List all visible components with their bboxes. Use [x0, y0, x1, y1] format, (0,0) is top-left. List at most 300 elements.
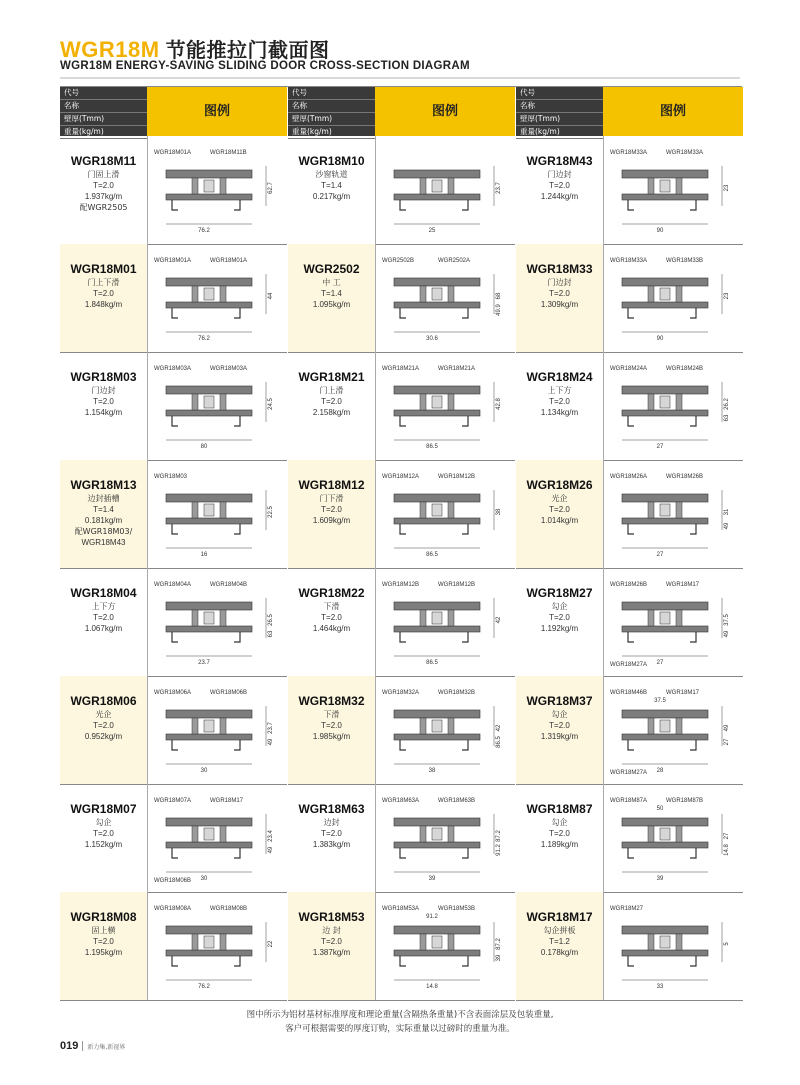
profile-bottom-flange [166, 734, 252, 740]
profile-legs [400, 308, 468, 318]
profile-row [288, 784, 515, 893]
dimension-value: 63 [724, 414, 730, 422]
profile-legs [172, 740, 240, 750]
profile-legs [628, 308, 696, 318]
dimension-value: 49 [268, 846, 274, 854]
profile-note: 配WGR2505 [79, 203, 128, 212]
profile-name: 门上下滑 [87, 278, 120, 287]
profile-weight: 2.158kg/m [312, 408, 351, 417]
footnote-line-2: 客户可根据需要的厚度订购，实际重量以过磅时的重量为准。 [285, 1024, 515, 1034]
part-label: WGR18M53B [438, 906, 476, 912]
profile-top-flange [166, 278, 252, 286]
dimension-value: 49 [724, 724, 730, 732]
profile-drawing [610, 150, 730, 234]
profile-row [288, 136, 515, 245]
dimension-value: 26.5 [268, 614, 274, 626]
part-label: WGR18M03A [154, 366, 192, 372]
profile-legs [400, 632, 468, 642]
profile-info [60, 892, 147, 1000]
profile-info [288, 892, 375, 1000]
profile-code: WGR18M11 [70, 154, 137, 168]
part-label: WGR18M04A [154, 582, 192, 588]
profile-info [60, 460, 147, 568]
profile-top-flange [166, 170, 252, 178]
profile-row [516, 352, 743, 461]
part-label: WGR18M07A [154, 798, 192, 804]
profile-weight: 1.152kg/m [84, 840, 123, 849]
profile-figure [375, 460, 516, 568]
profile-legs [628, 200, 696, 210]
profile-figure [603, 136, 744, 244]
profile-drawing [610, 690, 730, 776]
profile-info [60, 352, 147, 460]
profile-figure [603, 568, 744, 676]
profile-top-flange [166, 386, 252, 394]
thermal-break [660, 504, 670, 516]
profile-top-flange [166, 602, 252, 610]
profile-weight: 1.609kg/m [312, 516, 351, 525]
profile-bottom-flange [394, 950, 480, 956]
profile-thickness: T=2.0 [549, 613, 570, 622]
footer-divider [82, 1041, 83, 1051]
profile-web-right [220, 502, 226, 518]
profile-info [516, 784, 603, 892]
profile-thickness: T=1.4 [321, 289, 342, 298]
dimension-value: 25 [428, 228, 436, 234]
header-labels [516, 87, 603, 136]
profile-row [516, 676, 743, 785]
profile-info [516, 568, 603, 676]
profile-figure [147, 352, 288, 460]
profile-figure [375, 568, 516, 676]
profile-top-flange [166, 926, 252, 934]
thermal-break [660, 828, 670, 840]
part-label: WGR18M12B [438, 582, 476, 588]
profile-bottom-flange [622, 950, 708, 956]
thermal-break [432, 936, 442, 948]
profile-web-left [420, 178, 426, 194]
profile-name: 勾企拼板 [543, 926, 576, 935]
profile-name: 下滑 [323, 602, 340, 611]
profile-svg [604, 460, 744, 568]
profile-thickness: T=2.0 [93, 181, 114, 190]
profile-top-flange [622, 602, 708, 610]
profile-figure [147, 244, 288, 352]
profile-web-right [676, 934, 682, 950]
part-label: WGR18M33A [666, 150, 704, 156]
profile-name: 门边封 [91, 386, 116, 395]
profile-code: WGR18M32 [298, 694, 365, 708]
profile-svg [604, 244, 744, 352]
thermal-break [660, 180, 670, 192]
profile-row [288, 460, 515, 569]
profile-bottom-flange [166, 518, 252, 524]
part-label: WGR18M06B [154, 878, 192, 884]
dimension-value: 27 [656, 552, 664, 558]
profile-web-right [676, 286, 682, 302]
dimension-value: 76.2 [198, 984, 210, 990]
part-label: WGR18M12B [382, 582, 420, 588]
title-en: WGR18M [60, 37, 160, 62]
profile-figure [603, 460, 744, 568]
header-label-thickness: 壁厚(Tmm) [60, 113, 147, 126]
profile-weight: 1.195kg/m [84, 948, 123, 957]
thermal-break [432, 288, 442, 300]
profile-bottom-flange [394, 302, 480, 308]
profile-top-flange [394, 278, 480, 286]
profile-legs [400, 956, 468, 966]
profile-weight: 1.154kg/m [84, 408, 123, 417]
profile-legs [628, 740, 696, 750]
profile-drawing [610, 366, 730, 450]
dimension-value: 49 [268, 738, 274, 746]
dimension-value: 26.2 [724, 398, 730, 410]
profile-info [516, 460, 603, 568]
profile-top-flange [622, 926, 708, 934]
profile-svg [376, 352, 516, 460]
dimension-value: 22 [268, 940, 274, 948]
profile-thickness: T=2.0 [321, 505, 342, 514]
profile-svg [376, 676, 516, 784]
profile-row [60, 568, 287, 677]
profile-svg [148, 244, 288, 352]
profile-svg [604, 892, 744, 1000]
header-labels [60, 87, 147, 136]
profile-row [516, 460, 743, 569]
profile-thickness: T=2.0 [549, 829, 570, 838]
part-label: WGR2502B [382, 258, 415, 264]
profile-code: WGR18M04 [70, 586, 137, 600]
dimension-value: 86.5 [496, 736, 502, 748]
profile-web-left [648, 826, 654, 842]
profile-row [60, 352, 287, 461]
profile-row [60, 244, 287, 353]
profile-bottom-flange [622, 518, 708, 524]
profile-drawing [154, 366, 274, 450]
profile-weight: 1.189kg/m [540, 840, 579, 849]
profile-drawing [394, 166, 502, 234]
profile-row [516, 568, 743, 677]
profile-svg [148, 676, 288, 784]
profile-drawing [154, 258, 274, 342]
thermal-break [660, 720, 670, 732]
dimension-value: 63 [268, 630, 274, 638]
dimension-value: 16 [200, 552, 208, 558]
profile-bottom-flange [622, 842, 708, 848]
dimension-value: 80 [200, 444, 208, 450]
profile-thickness: T=2.0 [93, 397, 114, 406]
profile-top-flange [394, 602, 480, 610]
dimension-value: 27 [656, 444, 664, 450]
profile-web-right [220, 178, 226, 194]
profile-info [60, 568, 147, 676]
part-label: WGR18M24B [666, 366, 704, 372]
profile-top-flange [394, 926, 480, 934]
dimension-value: 23.7 [198, 660, 210, 666]
dimension-value: 23.4 [268, 830, 274, 842]
profile-row [288, 892, 515, 1001]
profile-svg [148, 784, 288, 892]
profile-name: 门下滑 [319, 494, 344, 503]
profile-row [516, 892, 743, 1001]
profile-svg [376, 244, 516, 352]
profile-thickness: T=1.4 [93, 505, 114, 514]
profile-top-flange [166, 710, 252, 718]
profile-bottom-flange [622, 302, 708, 308]
profile-legs [628, 848, 696, 858]
profile-web-right [448, 934, 454, 950]
footer-brand: 新力集,新视界 [87, 1044, 126, 1051]
profile-top-flange [394, 386, 480, 394]
profile-web-right [220, 286, 226, 302]
profile-row [60, 460, 287, 569]
part-label: WGR2502A [438, 258, 471, 264]
profile-figure [147, 676, 288, 784]
profile-info [288, 352, 375, 460]
dimension-value: 27 [724, 832, 730, 840]
profile-thickness: T=2.0 [321, 721, 342, 730]
profile-row [288, 568, 515, 677]
dimension-value: 76.2 [198, 228, 210, 234]
profile-legs [628, 632, 696, 642]
thermal-break [660, 936, 670, 948]
profile-note: 配WGR18M03/ [74, 527, 133, 536]
dimension-value: 86.5 [426, 552, 438, 558]
profile-bottom-flange [166, 194, 252, 200]
profile-legs [172, 632, 240, 642]
part-label: WGR18M03 [154, 474, 188, 480]
profile-drawing [382, 906, 502, 990]
profile-web-right [676, 610, 682, 626]
profile-web-right [448, 826, 454, 842]
profile-legs [400, 416, 468, 426]
profile-svg [376, 784, 516, 892]
profile-web-right [448, 394, 454, 410]
profile-info [288, 568, 375, 676]
part-label: WGR18M32B [438, 690, 476, 696]
profile-thickness: T=1.4 [321, 181, 342, 190]
profile-legs [628, 956, 696, 966]
profile-thickness: T=2.0 [549, 505, 570, 514]
profile-code: WGR18M03 [70, 370, 137, 384]
profile-web-left [420, 286, 426, 302]
profile-svg [604, 784, 744, 892]
profile-figure [147, 892, 288, 1000]
profile-weight: 1.309kg/m [540, 300, 579, 309]
dimension-value: 38 [496, 508, 502, 516]
profile-row [516, 136, 743, 245]
header-label-weight: 重量(kg/m) [288, 126, 375, 139]
profile-name: 中 工 [322, 278, 341, 287]
part-label: WGR18M26B [666, 474, 704, 480]
profile-thickness: T=2.0 [321, 937, 342, 946]
profile-top-flange [622, 386, 708, 394]
profile-row [288, 352, 515, 461]
dimension-value: 5 [724, 942, 730, 946]
profile-web-right [448, 718, 454, 734]
profile-figure [375, 136, 516, 244]
profile-bottom-flange [166, 842, 252, 848]
profile-code: WGR18M06 [70, 694, 137, 708]
thermal-break [660, 288, 670, 300]
profile-weight: 1.134kg/m [540, 408, 579, 417]
part-label: WGR18M08A [154, 906, 192, 912]
dimension-value: 23 [724, 292, 730, 300]
profile-web-left [420, 610, 426, 626]
profile-row [60, 676, 287, 785]
part-label: WGR18M06A [154, 690, 192, 696]
dimension-value: 14.8 [426, 984, 438, 990]
header-label-code: 代号 [288, 87, 375, 100]
profile-figure [147, 568, 288, 676]
part-label: WGR18M33B [666, 258, 704, 264]
profile-drawing [610, 906, 730, 990]
profile-name: 边封 [323, 818, 340, 827]
profile-figure [603, 676, 744, 784]
profile-web-left [192, 934, 198, 950]
profile-top-flange [622, 710, 708, 718]
profile-drawing [610, 258, 730, 342]
profile-figure [147, 460, 288, 568]
part-label: WGR18M24A [610, 366, 648, 372]
profile-drawing [382, 366, 502, 450]
header-label-code: 代号 [516, 87, 603, 100]
profile-table [60, 86, 742, 990]
profile-bottom-flange [622, 194, 708, 200]
part-label: WGR18M32A [382, 690, 420, 696]
profile-name: 门边封 [547, 278, 572, 287]
profile-web-right [676, 394, 682, 410]
thermal-break [204, 288, 214, 300]
profile-info [288, 136, 375, 244]
part-label: WGR18M08B [210, 906, 248, 912]
profile-weight: 1.937kg/m [84, 192, 123, 201]
profile-web-left [192, 718, 198, 734]
profile-code: WGR18M53 [298, 910, 365, 924]
profile-row [516, 244, 743, 353]
profile-code: WGR18M63 [298, 802, 365, 816]
profile-name: 门边封 [547, 170, 572, 179]
profile-weight: 1.464kg/m [312, 624, 351, 633]
profile-figure [603, 892, 744, 1000]
profile-figure [147, 136, 288, 244]
profile-name: 固上横 [91, 926, 116, 935]
profile-legs [172, 200, 240, 210]
dimension-value: 86.5 [426, 660, 438, 666]
profile-web-right [220, 826, 226, 842]
dimension-value: 76.2 [198, 336, 210, 342]
profile-legs [172, 416, 240, 426]
profile-legs [172, 524, 240, 534]
page-title [60, 34, 330, 63]
profile-name: 上下方 [547, 386, 572, 395]
dimension-value: 68 [496, 292, 502, 300]
profile-name: 光企 [551, 494, 568, 503]
thermal-break [204, 180, 214, 192]
profile-drawing [154, 690, 274, 774]
header-figure-label: 图例 [147, 87, 287, 136]
thermal-break [660, 396, 670, 408]
profile-bottom-flange [394, 518, 480, 524]
dimension-value: 87.2 [496, 830, 502, 842]
profile-weight: 1.244kg/m [540, 192, 579, 201]
profile-thickness: T=2.0 [549, 721, 570, 730]
profile-drawing [610, 474, 730, 558]
dimension-value: 30 [200, 876, 208, 882]
profile-bottom-flange [166, 626, 252, 632]
header-label-name: 名称 [516, 100, 603, 113]
profile-weight: 1.387kg/m [312, 948, 351, 957]
dimension-value: 27 [656, 660, 664, 666]
profile-name: 门固上滑 [87, 170, 120, 179]
dimension-value: 30.6 [426, 336, 438, 342]
profile-weight: 0.952kg/m [84, 732, 123, 741]
profile-web-left [648, 934, 654, 950]
profile-web-left [648, 718, 654, 734]
profile-web-right [448, 178, 454, 194]
profile-legs [172, 848, 240, 858]
part-label: WGR18M04B [210, 582, 248, 588]
part-label: WGR18M01A [210, 258, 248, 264]
profile-web-right [676, 826, 682, 842]
dimension-value: 31 [724, 508, 730, 516]
profile-drawing [382, 582, 502, 666]
profile-figure [603, 244, 744, 352]
profile-name: 勾企 [551, 710, 568, 719]
dimension-value: 23 [724, 184, 730, 192]
profile-info [60, 244, 147, 352]
dimension-value: 22.5 [268, 506, 274, 518]
profile-code: WGR18M21 [298, 370, 365, 384]
profile-weight: 0.181kg/m [84, 516, 123, 525]
profile-row [288, 676, 515, 785]
thermal-break [432, 504, 442, 516]
profile-thickness: T=2.0 [321, 397, 342, 406]
profile-name: 下滑 [323, 710, 340, 719]
profile-web-left [192, 286, 198, 302]
profile-info [60, 784, 147, 892]
profile-web-left [192, 502, 198, 518]
profile-drawing [154, 906, 274, 990]
profile-weight: 1.095kg/m [312, 300, 351, 309]
header-label-thickness: 壁厚(Tmm) [288, 113, 375, 126]
profile-svg [604, 352, 744, 460]
profile-thickness: T=1.2 [549, 937, 570, 946]
profile-top-flange [394, 494, 480, 502]
header-labels [288, 87, 375, 136]
profile-figure [375, 676, 516, 784]
profile-svg [604, 136, 744, 244]
profile-code: WGR18M07 [70, 802, 137, 816]
dimension-value: 28 [656, 768, 664, 774]
part-label: WGR18M11B [210, 150, 247, 156]
profile-web-right [220, 718, 226, 734]
profile-drawing [382, 258, 502, 342]
part-label: WGR18M17 [210, 798, 244, 804]
profile-code: WGR18M01 [70, 262, 137, 276]
profile-figure [603, 784, 744, 892]
dimension-value: 24.5 [268, 398, 274, 410]
profile-row [288, 244, 515, 353]
header-label-code: 代号 [60, 87, 147, 100]
profile-bottom-flange [622, 626, 708, 632]
profile-weight: 1.319kg/m [540, 732, 579, 741]
profile-code: WGR18M13 [70, 478, 137, 492]
column-header [516, 87, 743, 136]
thermal-break [204, 720, 214, 732]
part-label: WGR18M06B [210, 690, 248, 696]
dimension-value: 37.5 [654, 698, 666, 704]
